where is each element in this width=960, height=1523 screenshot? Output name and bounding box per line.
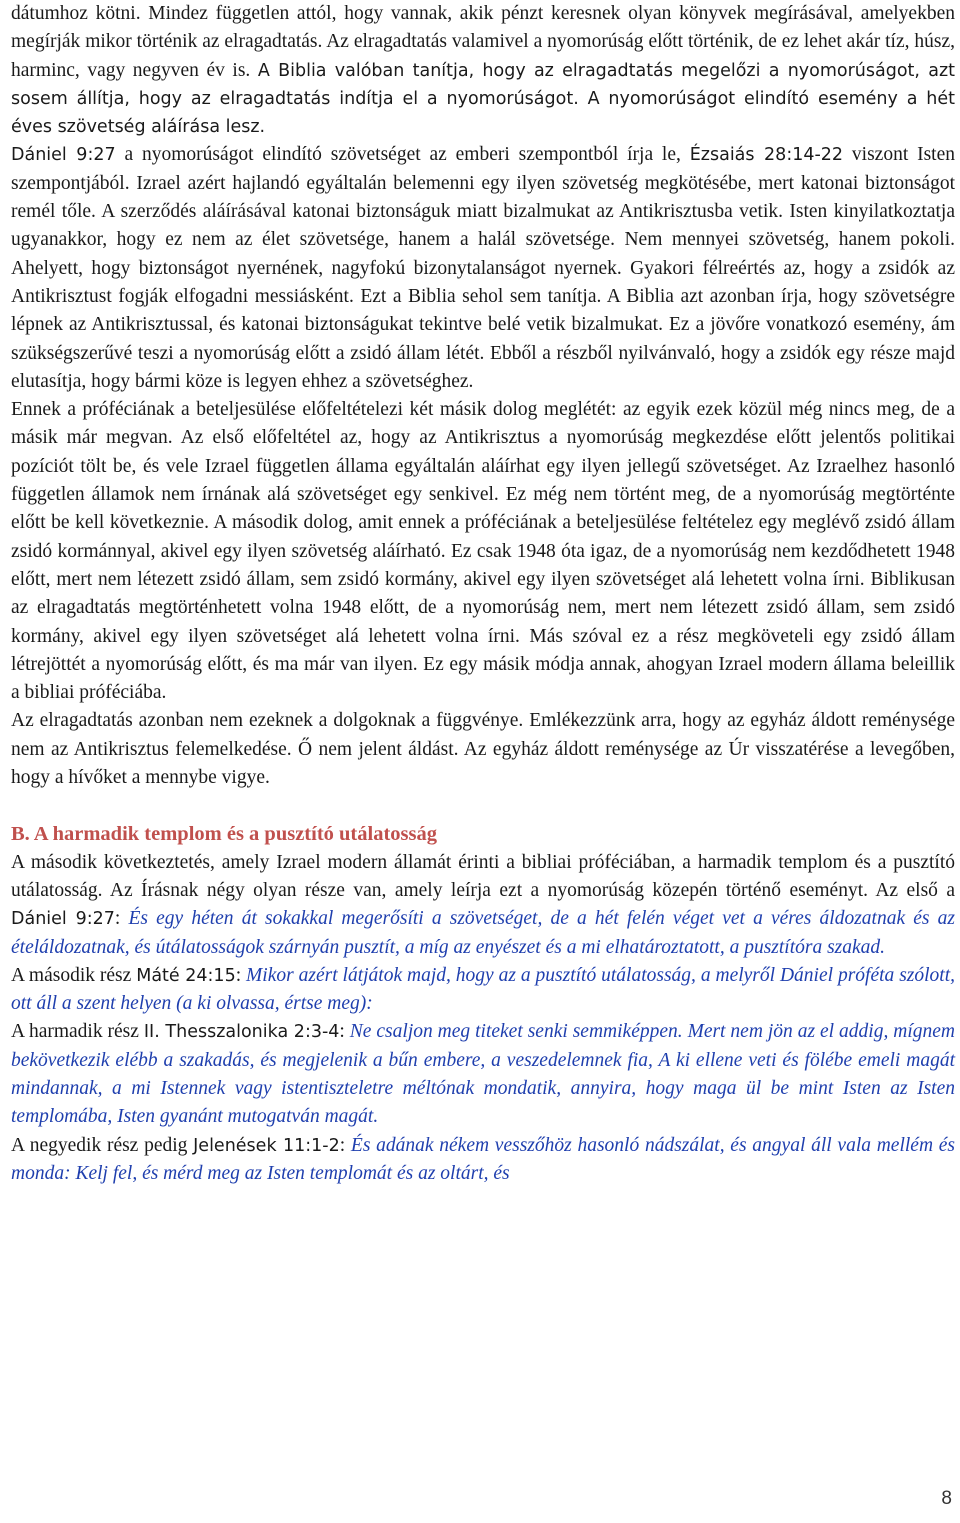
scripture-quote: Mikor azért látjátok majd, hogy az a pusztító utálatosság, a melyről Dániel próféta szólott, ott áll a szent helyen (a ki olvassa, értse meg):: [11, 964, 956, 1015]
separator: :: [114, 908, 129, 930]
scripture-quote: És egy héten át sokakkal megerősíti a szövetséget, de a hét felén véget vet a véres áldozatnak és az ételáldozatnak, és útálatosságok szárnyán pusztít, a míg az enyészet és a mi elhatároztatott, a pusztítóra szakad.: [11, 908, 955, 958]
section-spacer: [11, 792, 955, 820]
separator: :: [339, 1021, 350, 1043]
bible-reference: Jelenések 11:1-2: [193, 1135, 340, 1156]
scripture-quote: És adának nékem vesszőhöz hasonló nádszálat, és angyal áll vala mellém és monda: Kelj fel, és mérd meg az Isten templomát és az oltárt, és: [11, 1134, 956, 1184]
paragraph-text: dátumhoz kötni. Mindez független attól, hogy vannak, akik pénzt keresnek olyan könyvek megírásával, amelyekben megírják mikor történik az elragadtatás. Az elragadtatás valamivel a nyomorúság előtt történik, de ez lehet akár tíz, húsz, harminc, vagy negyven év is.: [11, 3, 955, 81]
bible-reference: Dániel 9:27: [11, 909, 115, 930]
document-page: [11, 0, 955, 1188]
paragraph-text: viszont Isten szempontjából. Izrael azért hajlandó egyáltalán belemenni egy ilyen szövetség megkötésébe, mert katonai biztonságot remél tőle. A szerződés aláírásával katonai biztonságuk miatt bizalmukat az Antikrisztusba vetik. Isten kinyilatkoztatja ugyanakkor, hogy ez nem az élet szövetsége, hanem a halál szövetsége. Nem mennyei szövetség, hanem pokoli. Ahelyett, hogy biztonságot nyernének, nagyfokú bizonytalanságot nyernek. Gyakori félreértés az, hogy a zsidók az Antikrisztust fogják elfogadni messiásként. Ezt a Biblia sehol sem tanítja. A Biblia azt azonban írja, hogy szövetségre lépnek az Antikrisztussal, és katonai biztonságukat tekintve belé vetik bizalmukat. Ez a jövőre vonatkozó esemény, ám szükségszerűvé teszi a nyomorúság előtt a zsidó állam létét. Ebből a részből nyilvánvaló, hogy a zsidók egy része majd elutasítja, hogy bármi köze is legyen ehhez a szövetséghez.: [11, 144, 955, 392]
paragraph-covenant: [11, 141, 955, 396]
paragraph-second-passage: [11, 962, 955, 1019]
paragraph-text: A negyedik rész pedig: [11, 1134, 194, 1156]
paragraph-fourth-passage: [11, 1132, 955, 1189]
scripture-quote: Ne csaljon meg titeket senki semmiképpen. Mert nem jön az el addig, mígnem bekövetkezik elébb a szakadás, és megjelenik a bűn embere, a veszedelemnek fia, A ki ellene veti és fölébe emeli magát mindannak, a mi Istennek vagy istentiszteletre méltónak mondatik, annyira, hogy maga ül be mint Isten az Isten templomába, Isten gyanánt mutogatván magát.: [11, 1021, 955, 1128]
paragraph-text: A második következtetés, amely Izrael modern államát érinti a bibliai próféciában, a harmadik templom és a pusztító utálatosság. Az Írásnak négy olyan része van, amely leírja ezt a nyomorúság közepén történő eseményt. Az első a: [11, 851, 955, 901]
separator: :: [339, 1134, 351, 1156]
bible-reference: Máté 24:15: [136, 965, 236, 986]
bible-reference: Dániel 9:27: [11, 145, 116, 166]
bible-reference: Ézsaiás 28:14-22: [689, 145, 844, 166]
separator: :: [235, 964, 247, 986]
paragraph-third-temple: [11, 849, 955, 962]
paragraph-text-sans: A Biblia valóban tanítja, hogy az elragadtatás megelőzi a nyomorúságot, azt sosem állítja, hogy az elragadtatás indítja el a nyomorúságot. A nyomorúságot elindító esemény a hét éves szövetség aláírása lesz.: [11, 60, 956, 138]
paragraph-prerequisites: Ennek a próféciának a beteljesülése előfeltételezi két másik dolog meglétét: az egyik ezek közül még nincs meg, de a másik már megvan. Az első előfeltétel az, hogy az Antikrisztus a nyomorúság megkezdése előtt jelentős politikai pozíciót tölt be, és vele Izrael független állama egyáltalán aláírhat egy ilyen jellegű szövetséget. Az Izraelhez hasonló független államok nem írnának alá szövetséget egy senkivel. Ez még nem történt meg, de a nyomorúság megtörténte előtt be kell következnie. A második dolog, amit ennek a próféciának a beteljesülése feltételez egy meglévő zsidó állam zsidó kormánnyal, akivel egy ilyen szövetség aláírható. Ez csak 1948 óta igaz, de a nyomorúság nem kezdődhetett 1948 előtt, mert nem létezett zsidó állam, sem zsidó kormány, akivel egy ilyen szövetséget alá lehetett volna írni. Biblikusan az elragadtatás megtörténhetett volna 1948 előtt, de a nyomorúság nem, mert nem létezett zsidó állam, sem zsidó kormány, akivel egy ilyen szövetséget alá lehetett volna írni. Más szóval ez a rész megköveteli egy zsidó állam létrejöttét a nyomorúság előtt, és ma már van ilyen. Ez egy másik módja annak, ahogyan Izrael modern állama beleillik a bibliai próféciába.: [11, 399, 955, 704]
paragraph-text: a nyomorúságot elindító szövetséget az emberi szempontból írja le,: [115, 144, 690, 166]
page-number: 8: [941, 1488, 952, 1509]
section-heading: B. A harmadik templom és a pusztító utálatosság: [11, 823, 437, 846]
paragraph-text: A harmadik rész: [11, 1021, 144, 1043]
paragraph-text: A második rész: [11, 964, 137, 986]
paragraph-rapture-timing: [11, 0, 955, 141]
paragraph-blessed-hope: Az elragadtatás azonban nem ezeknek a dolgoknak a függvénye. Emlékezzünk arra, hogy az egyház áldott reménysége nem az Antikrisztus felemelkedése. Ő nem jelent áldást. Az egyház áldott reménysége az Úr visszatérése a levegőben, hogy a hívőket a mennybe vigye.: [11, 710, 955, 789]
paragraph-third-passage: [11, 1018, 955, 1131]
bible-reference: II. Thesszalonika 2:3-4: [143, 1022, 340, 1043]
